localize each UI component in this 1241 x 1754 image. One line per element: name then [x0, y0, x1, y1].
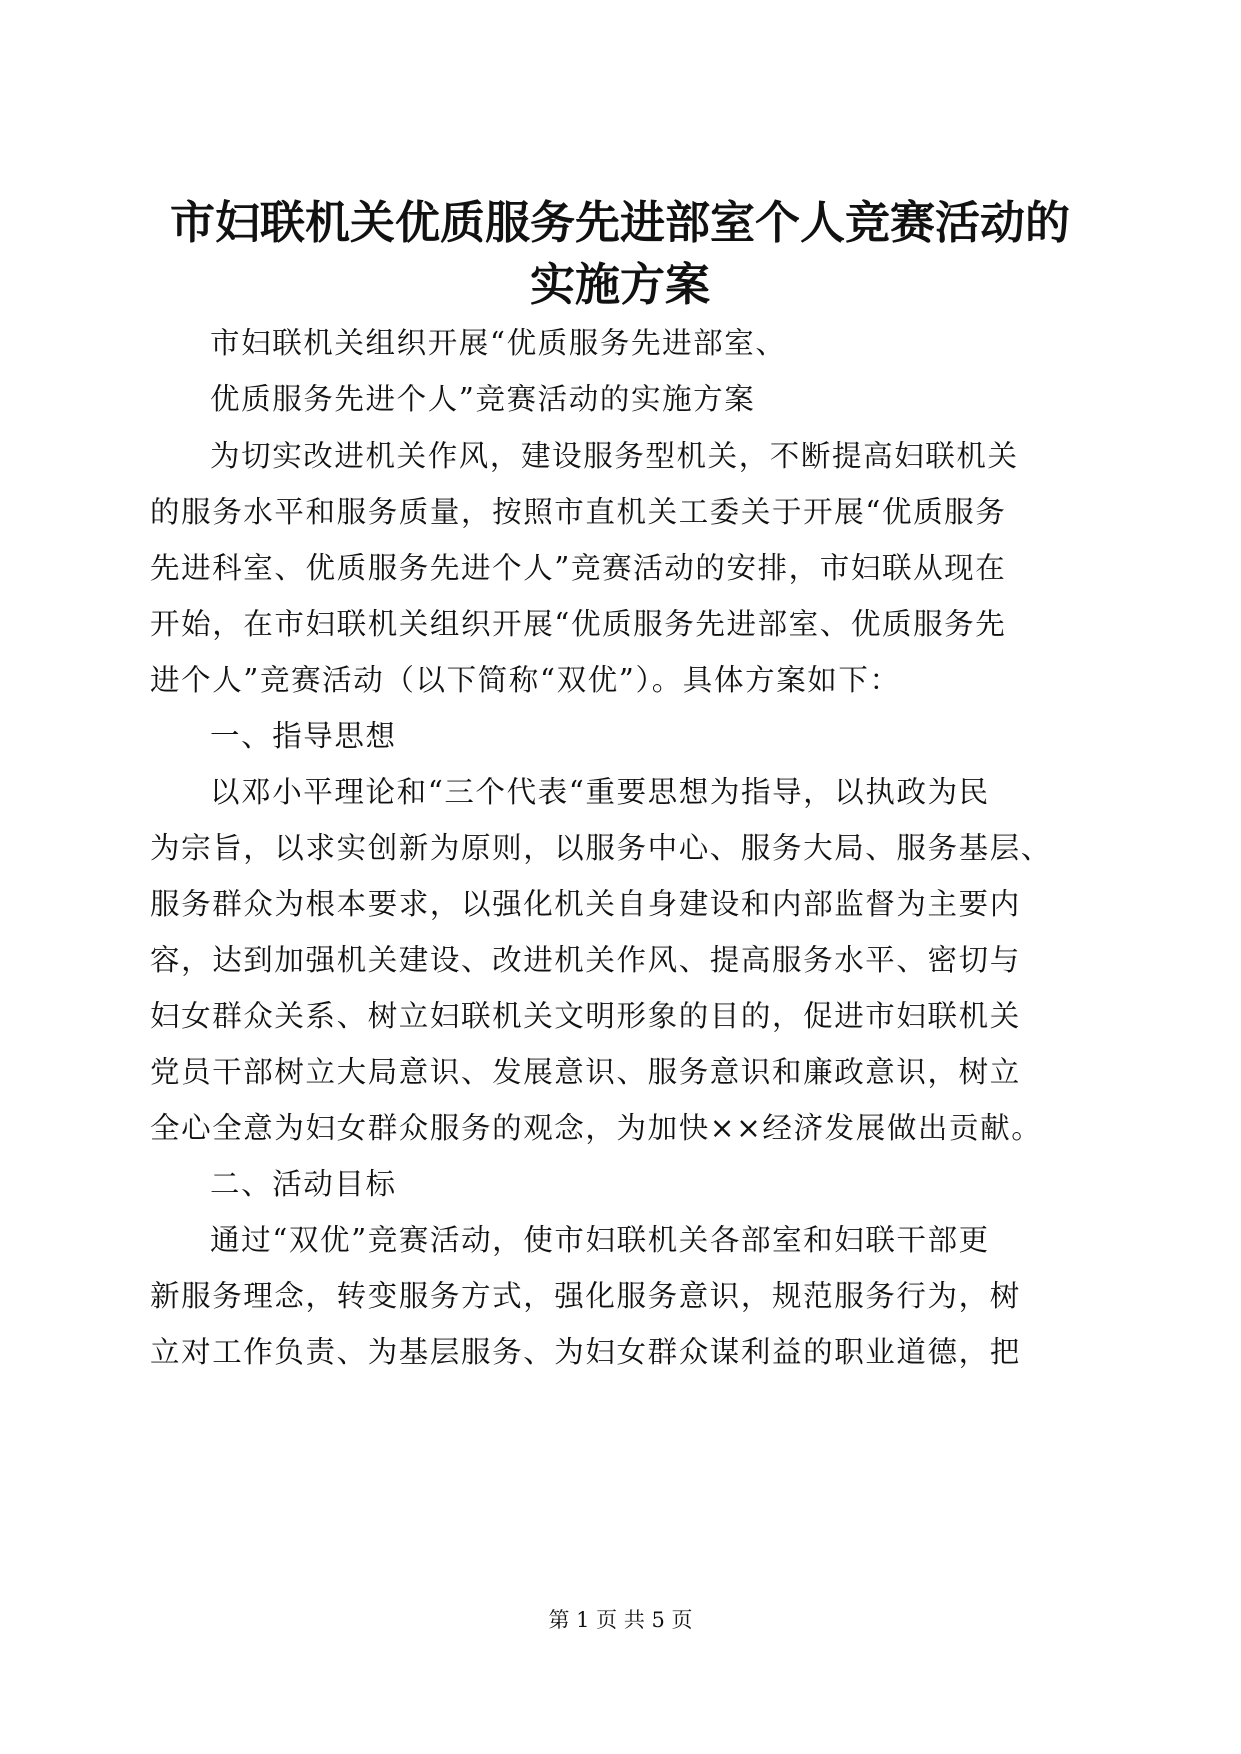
body-line: 全心全意为妇女群众服务的观念，为加快××经济发展做出贡献。 — [150, 1111, 1043, 1145]
body-line: 优质服务先进个人”竞赛活动的实施方案 — [210, 382, 756, 416]
section-heading: 二、活动目标 — [210, 1167, 397, 1201]
document-title-line-2: 实施方案 — [529, 258, 710, 311]
body-line: 妇女群众关系、树立妇联机关文明形象的目的，促进市妇联机关 — [150, 999, 1021, 1033]
body-line: 开始，在市妇联机关组织开展“优质服务先进部室、优质服务先 — [150, 607, 1007, 641]
body-line: 先进科室、优质服务先进个人”竞赛活动的安排，市妇联从现在 — [150, 551, 1007, 585]
body-line: 新服务理念，转变服务方式，强化服务意识，规范服务行为，树 — [150, 1279, 1021, 1313]
body-line: 党员干部树立大局意识、发展意识、服务意识和廉政意识，树立 — [150, 1055, 1021, 1089]
body-line: 为宗旨，以求实创新为原则，以服务中心、服务大局、服务基层、 — [150, 831, 1052, 865]
section-heading: 一、指导思想 — [210, 719, 397, 753]
page-footer: 第 1 页 共 5 页 — [548, 1608, 693, 1632]
body-line: 通过“双优”竞赛活动，使市妇联机关各部室和妇联干部更 — [210, 1223, 990, 1257]
document-title-line-1: 市妇联机关优质服务先进部室个人竞赛活动的 — [169, 196, 1070, 249]
body-line: 立对工作负责、为基层服务、为妇女群众谋利益的职业道德，把 — [150, 1335, 1021, 1369]
body-line: 容，达到加强机关建设、改进机关作风、提高服务水平、密切与 — [150, 943, 1021, 977]
body-line: 服务群众为根本要求，以强化机关自身建设和内部监督为主要内 — [150, 887, 1021, 921]
body-line: 进个人”竞赛活动（以下简称“双优”）。具体方案如下： — [150, 663, 901, 697]
body-line: 以邓小平理论和“三个代表“重要思想为指导，以执政为民 — [210, 775, 990, 809]
body-line: 市妇联机关组织开展“优质服务先进部室、 — [210, 326, 787, 360]
body-line: 的服务水平和服务质量，按照市直机关工委关于开展“优质服务 — [150, 495, 1007, 529]
body-line: 为切实改进机关作风，建设服务型机关，不断提高妇联机关 — [210, 439, 1019, 473]
